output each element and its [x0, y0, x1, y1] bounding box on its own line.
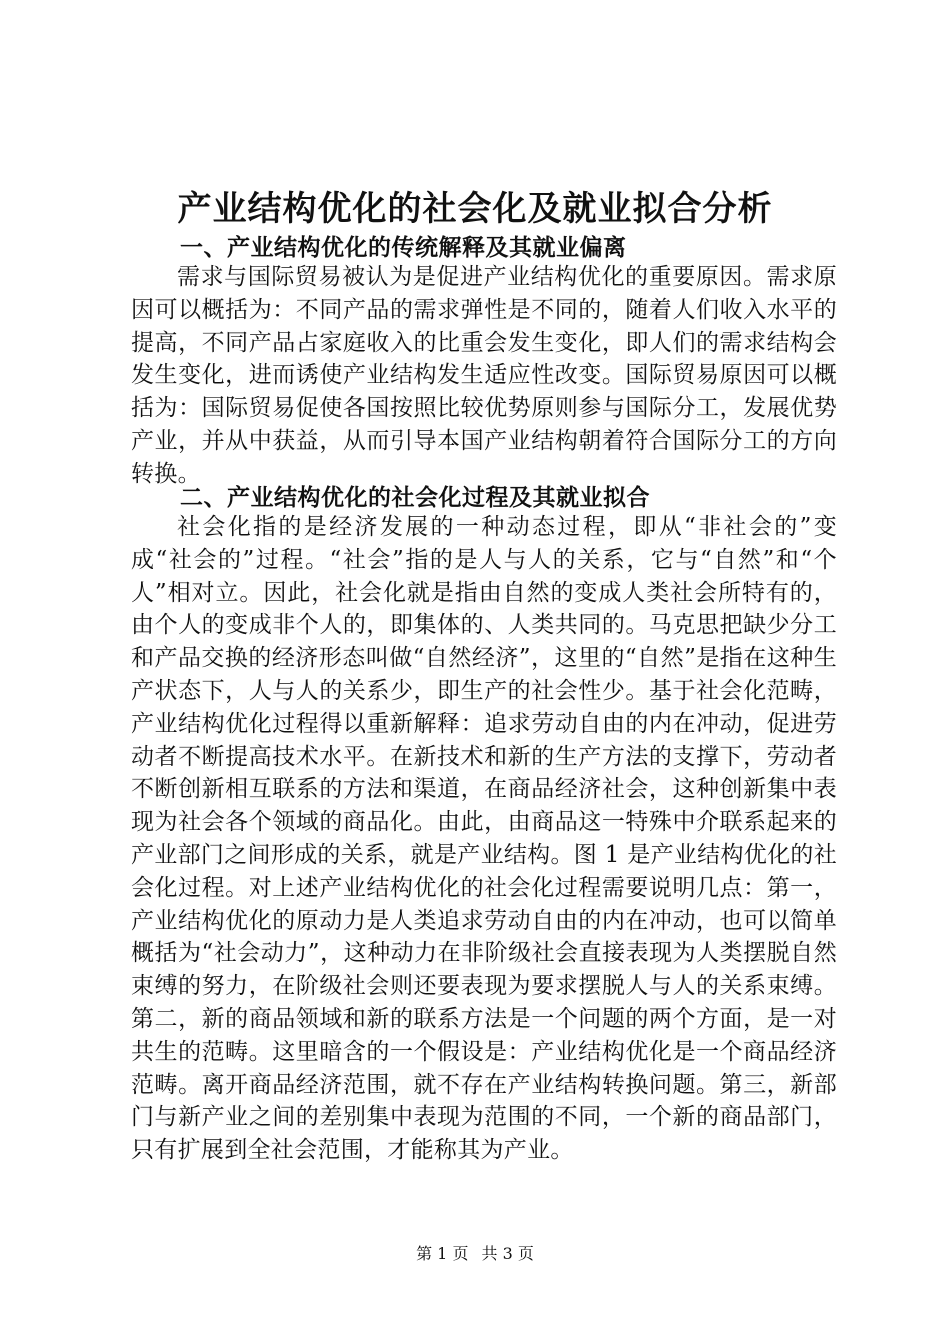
page-number: 第 1 页: [416, 1244, 469, 1263]
section-body-1: [131, 261, 837, 491]
document-title: 产业结构优化的社会化及就业拟合分析: [177, 189, 773, 229]
paragraph-1: 需求与国际贸易被认为是促进产业结构优化的重要原因。需求原因可以概括为：不同产品的需求弹性是不同的，随着人们收入水平的提高，不同产品占家庭收入的比重会发生变化，即人们的需求结构会发生变化，进而诱使产业结构发生适应性改变。国际贸易原因可以概括为：国际贸易促使各国按照比较优势原则参与国际分工，发展优势产业，并从中获益，从而引导本国产业结构朝着符合国际分工的方向转换。: [131, 264, 837, 487]
section-heading-2: 二、产业结构优化的社会化过程及其就业拟合: [180, 485, 650, 511]
section-heading-1: 一、产业结构优化的传统解释及其就业偏离: [180, 235, 627, 261]
page-footer: [0, 1243, 950, 1265]
section-body-2: [131, 511, 837, 1167]
paragraph-2: 社会化指的是经济发展的一种动态过程，即从“非社会的”变成“社会的”过程。“社会”指的是人与人的关系，它与“自然”和“个人”相对立。因此，社会化就是指由自然的变成人类社会所特有的，由个人的变成非个人的，即集体的、人类共同的。马克思把缺少分工和产品交换的经济形态叫做“自然经济”，这里的“自然”是指在这种生产状态下，人与人的关系少，即生产的社会性少。基于社会化范畴，产业结构优化过程得以重新解释：追求劳动自由的内在冲动，促进劳动者不断提高技术水平。在新技术和新的生产方法的支撑下，劳动者不断创新相互联系的方法和渠道，在商品经济社会，这种创新集中表现为社会各个领域的商品化。由此，由商品这一特殊中介联系起来的产业部门之间形成的关系，就是产业结构。图 1 是产业结构优化的社会化过程。对上述产业结构优化的社会化过程需要说明几点：第一，产业结构优化的原动力是人类追求劳动自由的内在冲动，也可以简单概括为“社会动力”，这种动力在非阶级社会直接表现为人类摆脱自然束缚的努力，在阶级社会则还要表现为要求摆脱人与人的关系束缚。第二，新的商品领域和新的联系方法是一个问题的两个方面，是一对共生的范畴。这里暗含的一个假设是：产业结构优化是一个商品经济范畴。离开商品经济范围，就不存在产业结构转换问题。第三，新部门与新产业之间的差别集中表现为范围的不同，一个新的商品部门，只有扩展到全社会范围，才能称其为产业。: [131, 514, 837, 1164]
page-total: 共 3 页: [481, 1244, 534, 1263]
